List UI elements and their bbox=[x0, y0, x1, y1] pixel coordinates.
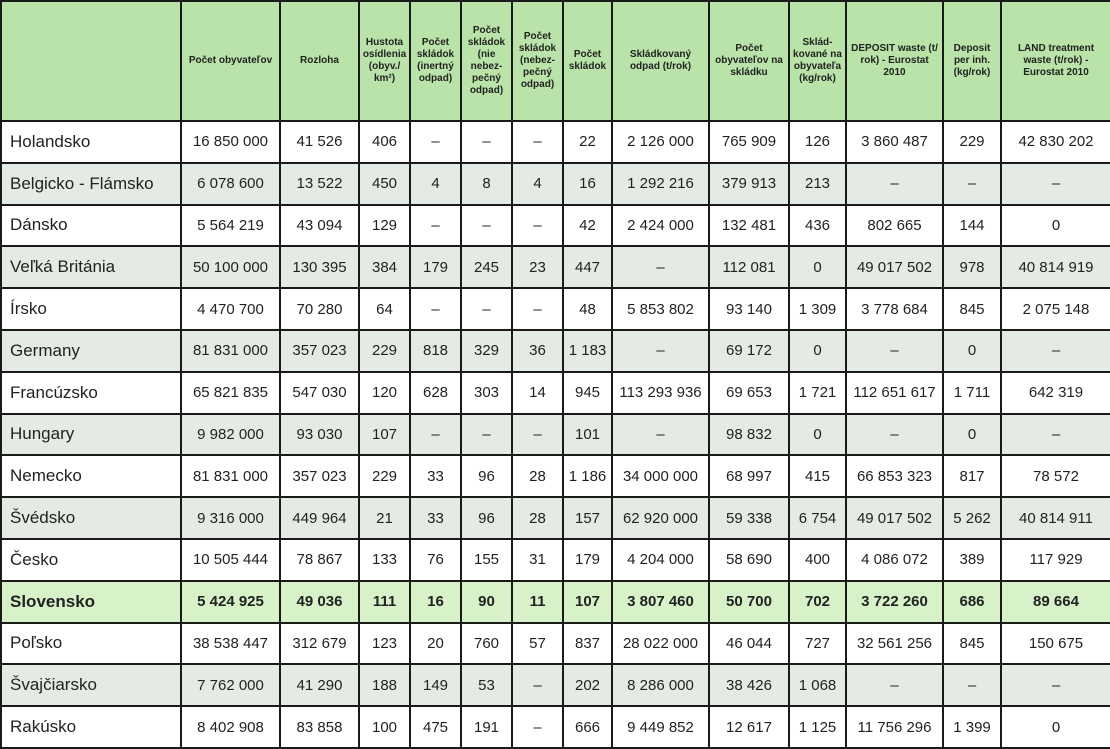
column-header: Počet obyvateľov bbox=[181, 1, 280, 121]
value-cell: 8 286 000 bbox=[612, 664, 709, 706]
value-cell: 1 125 bbox=[789, 706, 846, 748]
value-cell: 34 000 000 bbox=[612, 455, 709, 497]
value-cell: – bbox=[612, 330, 709, 372]
value-cell: 43 094 bbox=[280, 205, 359, 247]
value-cell: 112 651 617 bbox=[846, 372, 943, 414]
value-cell: 1 292 216 bbox=[612, 163, 709, 205]
value-cell: 10 505 444 bbox=[181, 539, 280, 581]
value-cell: – bbox=[461, 288, 512, 330]
country-name-cell: Poľsko bbox=[1, 623, 181, 665]
table-row bbox=[1, 497, 1110, 539]
table-row bbox=[1, 372, 1110, 414]
value-cell: – bbox=[512, 205, 563, 247]
value-cell: 28 bbox=[512, 497, 563, 539]
country-name-cell: Rakúsko bbox=[1, 706, 181, 748]
value-cell: 384 bbox=[359, 246, 410, 288]
value-cell: 16 bbox=[410, 581, 461, 623]
value-cell: – bbox=[943, 163, 1001, 205]
value-cell: – bbox=[846, 163, 943, 205]
value-cell: – bbox=[1001, 414, 1110, 456]
value-cell: 3 722 260 bbox=[846, 581, 943, 623]
value-cell: 702 bbox=[789, 581, 846, 623]
value-cell: 188 bbox=[359, 664, 410, 706]
value-cell: 42 830 202 bbox=[1001, 121, 1110, 163]
value-cell: 0 bbox=[943, 414, 1001, 456]
value-cell: – bbox=[512, 706, 563, 748]
country-name-cell: Írsko bbox=[1, 288, 181, 330]
value-cell: 101 bbox=[563, 414, 612, 456]
value-cell: 48 bbox=[563, 288, 612, 330]
value-cell: 123 bbox=[359, 623, 410, 665]
table-body bbox=[1, 121, 1110, 748]
value-cell: 69 653 bbox=[709, 372, 789, 414]
value-cell: 357 023 bbox=[280, 455, 359, 497]
value-cell: 845 bbox=[943, 623, 1001, 665]
column-header: Hustota osídlenia (obyv./ km²) bbox=[359, 1, 410, 121]
value-cell: 68 997 bbox=[709, 455, 789, 497]
column-header: LAND treatment waste (t/rok) - Eurostat 2010 bbox=[1001, 1, 1110, 121]
value-cell: – bbox=[1001, 664, 1110, 706]
value-cell: 0 bbox=[789, 330, 846, 372]
value-cell: 33 bbox=[410, 455, 461, 497]
value-cell: 0 bbox=[789, 246, 846, 288]
value-cell: – bbox=[410, 414, 461, 456]
value-cell: 818 bbox=[410, 330, 461, 372]
value-cell: 69 172 bbox=[709, 330, 789, 372]
value-cell: – bbox=[512, 288, 563, 330]
value-cell: 449 964 bbox=[280, 497, 359, 539]
value-cell: 40 814 911 bbox=[1001, 497, 1110, 539]
value-cell: 66 853 323 bbox=[846, 455, 943, 497]
country-name-cell: Hungary bbox=[1, 414, 181, 456]
country-name-cell: Germany bbox=[1, 330, 181, 372]
value-cell: 1 399 bbox=[943, 706, 1001, 748]
value-cell: – bbox=[846, 664, 943, 706]
country-name-cell: Francúzsko bbox=[1, 372, 181, 414]
value-cell: 312 679 bbox=[280, 623, 359, 665]
value-cell: 58 690 bbox=[709, 539, 789, 581]
value-cell: 41 526 bbox=[280, 121, 359, 163]
value-cell: 49 017 502 bbox=[846, 246, 943, 288]
value-cell: 213 bbox=[789, 163, 846, 205]
value-cell: 6 078 600 bbox=[181, 163, 280, 205]
value-cell: 100 bbox=[359, 706, 410, 748]
value-cell: 107 bbox=[563, 581, 612, 623]
column-header: Deposit per inh. (kg/rok) bbox=[943, 1, 1001, 121]
value-cell: 49 036 bbox=[280, 581, 359, 623]
value-cell: – bbox=[512, 121, 563, 163]
value-cell: 76 bbox=[410, 539, 461, 581]
value-cell: 40 814 919 bbox=[1001, 246, 1110, 288]
country-name-cell: Dánsko bbox=[1, 205, 181, 247]
value-cell: – bbox=[461, 121, 512, 163]
table-row bbox=[1, 623, 1110, 665]
value-cell: 727 bbox=[789, 623, 846, 665]
value-cell: 64 bbox=[359, 288, 410, 330]
value-cell: 5 564 219 bbox=[181, 205, 280, 247]
value-cell: 49 017 502 bbox=[846, 497, 943, 539]
value-cell: 179 bbox=[410, 246, 461, 288]
value-cell: 5 262 bbox=[943, 497, 1001, 539]
value-cell: 144 bbox=[943, 205, 1001, 247]
value-cell: 31 bbox=[512, 539, 563, 581]
value-cell: 191 bbox=[461, 706, 512, 748]
value-cell: 93 140 bbox=[709, 288, 789, 330]
value-cell: 81 831 000 bbox=[181, 330, 280, 372]
value-cell: – bbox=[612, 414, 709, 456]
table-row bbox=[1, 163, 1110, 205]
value-cell: 450 bbox=[359, 163, 410, 205]
value-cell: 4 086 072 bbox=[846, 539, 943, 581]
table-row-highlighted bbox=[1, 581, 1110, 623]
value-cell: 978 bbox=[943, 246, 1001, 288]
value-cell: 8 bbox=[461, 163, 512, 205]
value-cell: 129 bbox=[359, 205, 410, 247]
value-cell: 357 023 bbox=[280, 330, 359, 372]
value-cell: 42 bbox=[563, 205, 612, 247]
value-cell: 16 850 000 bbox=[181, 121, 280, 163]
value-cell: 379 913 bbox=[709, 163, 789, 205]
value-cell: 303 bbox=[461, 372, 512, 414]
value-cell: 33 bbox=[410, 497, 461, 539]
value-cell: 65 821 835 bbox=[181, 372, 280, 414]
value-cell: 5 853 802 bbox=[612, 288, 709, 330]
value-cell: 57 bbox=[512, 623, 563, 665]
value-cell: 22 bbox=[563, 121, 612, 163]
table-row bbox=[1, 664, 1110, 706]
value-cell: – bbox=[512, 414, 563, 456]
column-header: Sklád- kované na obyvateľa (kg/rok) bbox=[789, 1, 846, 121]
value-cell: 23 bbox=[512, 246, 563, 288]
value-cell: – bbox=[1001, 163, 1110, 205]
value-cell: – bbox=[846, 414, 943, 456]
value-cell: 400 bbox=[789, 539, 846, 581]
value-cell: 817 bbox=[943, 455, 1001, 497]
value-cell: 12 617 bbox=[709, 706, 789, 748]
value-cell: – bbox=[1001, 330, 1110, 372]
value-cell: 3 860 487 bbox=[846, 121, 943, 163]
value-cell: 845 bbox=[943, 288, 1001, 330]
value-cell: 41 290 bbox=[280, 664, 359, 706]
value-cell: 38 426 bbox=[709, 664, 789, 706]
value-cell: 389 bbox=[943, 539, 1001, 581]
country-name-cell: Belgicko - Flámsko bbox=[1, 163, 181, 205]
value-cell: 765 909 bbox=[709, 121, 789, 163]
value-cell: 0 bbox=[1001, 205, 1110, 247]
country-name-cell: Švédsko bbox=[1, 497, 181, 539]
value-cell: 642 319 bbox=[1001, 372, 1110, 414]
value-cell: 0 bbox=[789, 414, 846, 456]
value-cell: 5 424 925 bbox=[181, 581, 280, 623]
country-name-cell: Švajčiarsko bbox=[1, 664, 181, 706]
value-cell: 415 bbox=[789, 455, 846, 497]
value-cell: 2 126 000 bbox=[612, 121, 709, 163]
value-cell: 38 538 447 bbox=[181, 623, 280, 665]
value-cell: 9 982 000 bbox=[181, 414, 280, 456]
header-row bbox=[1, 1, 1110, 121]
table-row bbox=[1, 330, 1110, 372]
value-cell: 245 bbox=[461, 246, 512, 288]
value-cell: 406 bbox=[359, 121, 410, 163]
column-header: Rozloha bbox=[280, 1, 359, 121]
value-cell: – bbox=[943, 664, 1001, 706]
value-cell: 229 bbox=[359, 330, 410, 372]
value-cell: 78 867 bbox=[280, 539, 359, 581]
value-cell: 50 700 bbox=[709, 581, 789, 623]
value-cell: 96 bbox=[461, 455, 512, 497]
value-cell: 90 bbox=[461, 581, 512, 623]
value-cell: 0 bbox=[1001, 706, 1110, 748]
value-cell: 0 bbox=[943, 330, 1001, 372]
value-cell: 120 bbox=[359, 372, 410, 414]
column-header: Počet obyvateľov na skládku bbox=[709, 1, 789, 121]
value-cell: 149 bbox=[410, 664, 461, 706]
value-cell: 14 bbox=[512, 372, 563, 414]
value-cell: – bbox=[410, 288, 461, 330]
value-cell: 8 402 908 bbox=[181, 706, 280, 748]
value-cell: 229 bbox=[943, 121, 1001, 163]
table-row bbox=[1, 288, 1110, 330]
table-header bbox=[1, 1, 1110, 121]
table-row bbox=[1, 455, 1110, 497]
value-cell: 2 075 148 bbox=[1001, 288, 1110, 330]
value-cell: 4 bbox=[410, 163, 461, 205]
value-cell: 157 bbox=[563, 497, 612, 539]
value-cell: 36 bbox=[512, 330, 563, 372]
value-cell: 1 309 bbox=[789, 288, 846, 330]
country-name-cell: Nemecko bbox=[1, 455, 181, 497]
value-cell: 78 572 bbox=[1001, 455, 1110, 497]
value-cell: 11 bbox=[512, 581, 563, 623]
value-cell: 9 316 000 bbox=[181, 497, 280, 539]
value-cell: – bbox=[461, 414, 512, 456]
value-cell: 53 bbox=[461, 664, 512, 706]
value-cell: 6 754 bbox=[789, 497, 846, 539]
value-cell: 3 778 684 bbox=[846, 288, 943, 330]
value-cell: 70 280 bbox=[280, 288, 359, 330]
value-cell: 32 561 256 bbox=[846, 623, 943, 665]
column-header: Počet skládok bbox=[563, 1, 612, 121]
column-header: Počet skládok (nebez- pečný odpad) bbox=[512, 1, 563, 121]
value-cell: – bbox=[512, 664, 563, 706]
value-cell: 113 293 936 bbox=[612, 372, 709, 414]
table-row bbox=[1, 121, 1110, 163]
value-cell: 89 664 bbox=[1001, 581, 1110, 623]
value-cell: 1 068 bbox=[789, 664, 846, 706]
value-cell: 150 675 bbox=[1001, 623, 1110, 665]
value-cell: – bbox=[846, 330, 943, 372]
value-cell: 81 831 000 bbox=[181, 455, 280, 497]
value-cell: 83 858 bbox=[280, 706, 359, 748]
value-cell: 133 bbox=[359, 539, 410, 581]
value-cell: 1 186 bbox=[563, 455, 612, 497]
table-row bbox=[1, 246, 1110, 288]
header-cell-country bbox=[1, 1, 181, 121]
country-name-cell: Slovensko bbox=[1, 581, 181, 623]
value-cell: 59 338 bbox=[709, 497, 789, 539]
value-cell: 4 470 700 bbox=[181, 288, 280, 330]
value-cell: 760 bbox=[461, 623, 512, 665]
value-cell: 111 bbox=[359, 581, 410, 623]
value-cell: 4 204 000 bbox=[612, 539, 709, 581]
column-header: Počet skládok (nie nebez- pečný odpad) bbox=[461, 1, 512, 121]
value-cell: 13 522 bbox=[280, 163, 359, 205]
value-cell: 547 030 bbox=[280, 372, 359, 414]
value-cell: 132 481 bbox=[709, 205, 789, 247]
value-cell: 126 bbox=[789, 121, 846, 163]
value-cell: 130 395 bbox=[280, 246, 359, 288]
value-cell: 11 756 296 bbox=[846, 706, 943, 748]
column-header: Skládkovaný odpad (t/rok) bbox=[612, 1, 709, 121]
value-cell: 628 bbox=[410, 372, 461, 414]
value-cell: 20 bbox=[410, 623, 461, 665]
table-row bbox=[1, 706, 1110, 748]
column-header: DEPOSIT waste (t/ rok) - Eurostat 2010 bbox=[846, 1, 943, 121]
value-cell: 436 bbox=[789, 205, 846, 247]
value-cell: 447 bbox=[563, 246, 612, 288]
value-cell: 202 bbox=[563, 664, 612, 706]
value-cell: 7 762 000 bbox=[181, 664, 280, 706]
table-row bbox=[1, 414, 1110, 456]
value-cell: 96 bbox=[461, 497, 512, 539]
column-header: Počet skládok (inertný odpad) bbox=[410, 1, 461, 121]
value-cell: 229 bbox=[359, 455, 410, 497]
value-cell: 3 807 460 bbox=[612, 581, 709, 623]
value-cell: 98 832 bbox=[709, 414, 789, 456]
value-cell: 62 920 000 bbox=[612, 497, 709, 539]
value-cell: – bbox=[410, 121, 461, 163]
value-cell: – bbox=[612, 246, 709, 288]
value-cell: 93 030 bbox=[280, 414, 359, 456]
value-cell: 686 bbox=[943, 581, 1001, 623]
value-cell: – bbox=[461, 205, 512, 247]
value-cell: 329 bbox=[461, 330, 512, 372]
value-cell: 28 bbox=[512, 455, 563, 497]
value-cell: 46 044 bbox=[709, 623, 789, 665]
value-cell: 117 929 bbox=[1001, 539, 1110, 581]
value-cell: 21 bbox=[359, 497, 410, 539]
value-cell: 1 721 bbox=[789, 372, 846, 414]
value-cell: 2 424 000 bbox=[612, 205, 709, 247]
value-cell: 112 081 bbox=[709, 246, 789, 288]
country-name-cell: Holandsko bbox=[1, 121, 181, 163]
value-cell: 155 bbox=[461, 539, 512, 581]
value-cell: 666 bbox=[563, 706, 612, 748]
table-row bbox=[1, 539, 1110, 581]
table-row bbox=[1, 205, 1110, 247]
value-cell: 4 bbox=[512, 163, 563, 205]
country-name-cell: Česko bbox=[1, 539, 181, 581]
value-cell: – bbox=[410, 205, 461, 247]
value-cell: 1 711 bbox=[943, 372, 1001, 414]
value-cell: 945 bbox=[563, 372, 612, 414]
value-cell: 107 bbox=[359, 414, 410, 456]
value-cell: 837 bbox=[563, 623, 612, 665]
value-cell: 179 bbox=[563, 539, 612, 581]
value-cell: 1 183 bbox=[563, 330, 612, 372]
value-cell: 9 449 852 bbox=[612, 706, 709, 748]
value-cell: 28 022 000 bbox=[612, 623, 709, 665]
value-cell: 50 100 000 bbox=[181, 246, 280, 288]
country-name-cell: Veľká Británia bbox=[1, 246, 181, 288]
value-cell: 16 bbox=[563, 163, 612, 205]
value-cell: 475 bbox=[410, 706, 461, 748]
value-cell: 802 665 bbox=[846, 205, 943, 247]
